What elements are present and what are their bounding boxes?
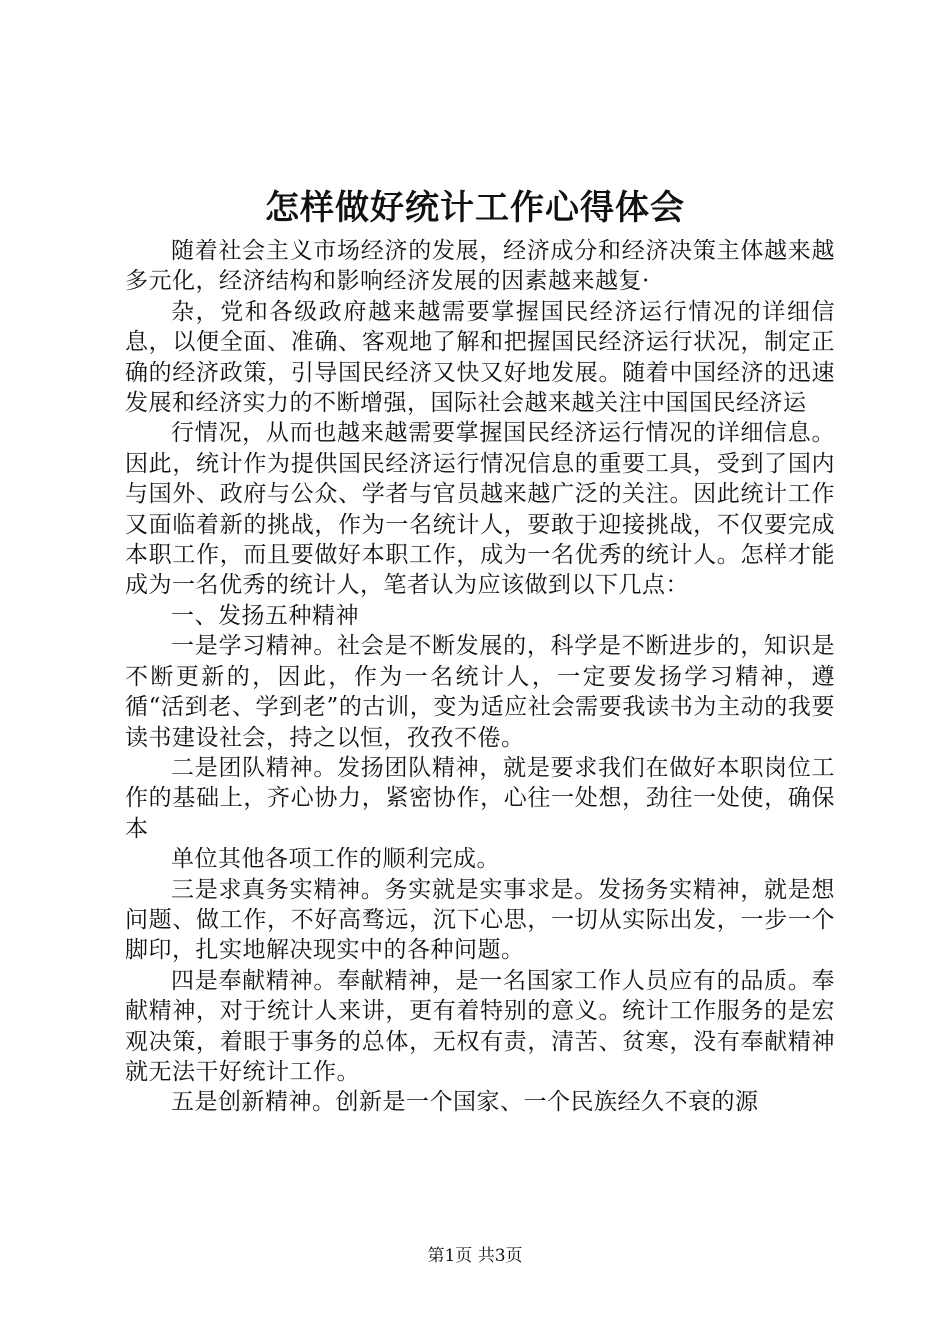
paragraph-dedication-spirit: 四是奉献精神。奉献精神，是一名国家工作人员应有的品质。奉献精神，对于统计人来讲，更有着特别的意义。统计工作服务的是宏观决策，着眼于事务的总体，无权有责，清苦、贫寒，没有奉献精神就无法干好统计工作。: [125, 967, 835, 1085]
section-heading: 一、发扬五种精神: [171, 602, 359, 629]
page-number-footer: 第1页 共3页: [427, 1246, 523, 1266]
paragraph-learning-spirit: 一是学习精神。社会是不断发展的，科学是不断进步的，知识是不断更新的，因此，作为一名统计人，一定要发扬学习精神，遵循“活到老、学到老”的古训，变为适应社会需要我读书为主动的我要读书建设社会，持之以恒，孜孜不倦。: [125, 633, 835, 751]
paragraph-team-spirit-continued: 单位其他各项工作的顺利完成。: [171, 846, 500, 873]
document-body: [125, 236, 835, 1118]
paragraph-challenge: 行情况，从而也越来越需要掌握国民经济运行情况的详细信息。因此，统计作为提供国民经济运行情况信息的重要工具，受到了国内与国外、政府与公众、学者与官员越来越广泛的关注。因此统计工作又面临着新的挑战，作为一名统计人，要敢于迎接挑战，不仅要完成本职工作，而且要做好本职工作，成为一名优秀的统计人。怎样才能成为一名优秀的统计人，笔者认为应该做到以下几点：: [125, 420, 835, 599]
paragraph-pragmatic-spirit: 三是求真务实精神。务实就是实事求是。发扬务实精神，就是想问题、做工作，不好高骛远，沉下心思，一切从实际出发，一步一个脚印，扎实地解决现实中的各种问题。: [125, 876, 835, 964]
paragraph-team-spirit: 二是团队精神。发扬团队精神，就是要求我们在做好本职岗位工作的基础上，齐心协力，紧密协作，心往一处想，劲往一处使，确保本: [125, 754, 835, 842]
paragraph-background: 杂，党和各级政府越来越需要掌握国民经济运行情况的详细信息，以便全面、准确、客观地了解和把握国民经济运行状况，制定正确的经济政策，引导国民经济又快又好地发展。随着中国经济的迅速发展和经济实力的不断增强，国际社会越来越关注中国国民经济运: [125, 298, 835, 417]
document-title: 怎样做好统计工作心得体会: [265, 188, 685, 228]
paragraph-innovation-spirit: 五是创新精神。创新是一个国家、一个民族经久不衰的源: [171, 1089, 759, 1116]
paragraph-intro: 随着社会主义市场经济的发展，经济成分和经济决策主体越来越多元化，经济结构和影响经济发展的因素越来越复·: [125, 238, 835, 295]
